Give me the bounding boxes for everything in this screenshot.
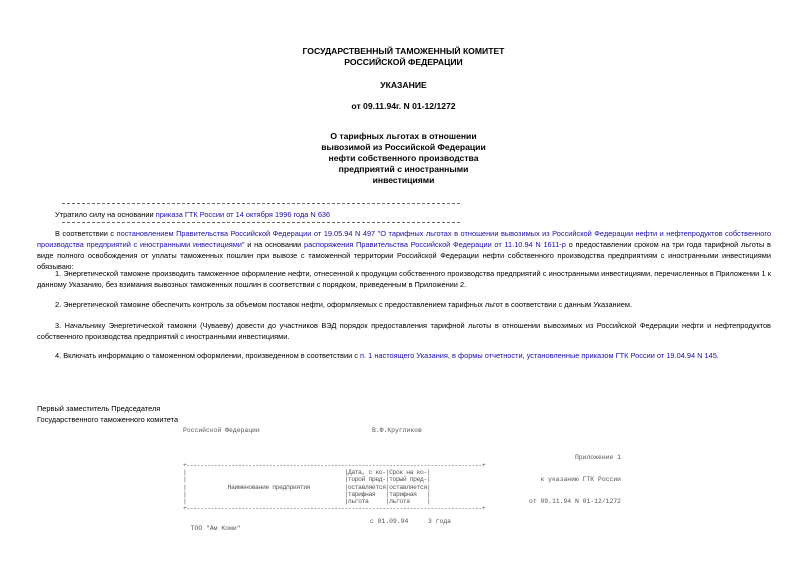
status-note [55, 209, 655, 220]
document-title [0, 131, 807, 186]
appendix-table-header: +--------------------------------------------------------------------------------------+ | |Дата, с ко-|Срок на ко-| | |торой пред-|торый пред-| | Наименование предприятия |оставляется|оставляется| | |тарифная |тарифная | | |льгота |льгота | +--------------------------------------------------------------------------------------+ [183, 462, 486, 513]
preamble-text: о предоставлении сроком на три года тарифной льготы в виде полного освобождения от уплаты таможенных пошлин при вывозе с таможенной территории Российской Федерации нефти собственного производства предприятиям с иностранными инвестициями обязываю: [37, 240, 771, 271]
title-line: инвестициями [372, 175, 435, 185]
repeal-order-link[interactable]: приказа ГТК России от 14 октября 1996 года N 636 [155, 210, 331, 219]
preamble-text: и на основании [244, 240, 304, 249]
resolution-link[interactable]: постановлением Правительства Российской Федерации от 19.05.94 N 497 "О тарифных льготах в отношении вывозимых из Российской Федерации нефти и нефтепродуктов собственного производства предприятий с иностранными инвестициями" [37, 229, 771, 249]
table-row [183, 518, 241, 532]
reporting-forms-link[interactable]: п. 1 настоящего Указания, в формы отчетности, установленные приказом ГТК России от 19.04.94 N 145 [360, 351, 717, 360]
signatory-name: В.Ф.Кругликов [372, 427, 422, 434]
appendix-ref-line: от 09.11.94 N 01-12/1272 [528, 497, 621, 505]
title-line: вывозимой из Российской Федерации [321, 142, 486, 152]
item-4-end: . [716, 351, 719, 360]
divider-top [62, 203, 460, 204]
row-company-name: ТОО "Ам Коми" [190, 525, 241, 533]
appendix-ref-line: Приложение 1 [574, 454, 621, 462]
item-1-paragraph: 1. Энергетической таможне производить таможенное оформление нефти, отнесенной к продукции собственного производства предприятий с иностранными инвестициями, перечисленных в Приложении 1 к данному Указанию, без взимания вывозных таможенных пошлин в соответствии с порядком, приведенным в Приложении 2. [37, 269, 771, 289]
title-line: нефти собственного производства [328, 153, 479, 163]
appendix-ref-line: к указанию ГТК России [540, 476, 621, 484]
document-type: УКАЗАНИЕ [380, 80, 427, 90]
row-term: 3 года [428, 518, 452, 525]
divider-bottom [62, 222, 460, 223]
status-prefix: Утратило силу на основании [55, 210, 156, 219]
signature-title-1: Первый заместитель Председателя [37, 404, 161, 413]
item-3-paragraph: 3. Начальнику Энергетической таможни (Чуваеву) довести до участников ВЭД порядок предоставления тарифной льготы в отношении вывозимых из Российской Федерации нефти и нефтепродуктов собственного производства предприятий с иностранными инвестициями. [37, 321, 771, 341]
item-2-paragraph: 2. Энергетической таможне обеспечить контроль за объемом поставок нефти, оформляемых с предоставлением тарифных льгот в соответствии с данным Указанием. [55, 300, 633, 309]
item-4-paragraph [37, 350, 771, 361]
preamble-paragraph [37, 228, 771, 272]
signature-title-2: Государственного таможенного комитета [37, 415, 179, 424]
title-line: предприятий с иностранными [338, 164, 469, 174]
document-date: от 09.11.94г. N 01-12/1272 [351, 101, 456, 111]
order-link[interactable]: распоряжения Правительства Российской Федерации от 11.10.94 N 1611-р [304, 240, 566, 249]
row-start-date: с 01.09.94 [370, 518, 409, 525]
signature-title-3: Российской Федерации [183, 427, 260, 434]
item-4-text: 4. Включать информацию о таможенном оформлении, произведенном в соответствии с [55, 351, 361, 360]
title-line: О тарифных льготах в отношении [330, 131, 477, 141]
preamble-text: В соответствии с [55, 229, 117, 238]
org-name-line2: РОССИЙСКОЙ ФЕДЕРАЦИИ [344, 57, 463, 67]
appendix-reference [529, 440, 621, 512]
org-name-line1: ГОСУДАРСТВЕННЫЙ ТАМОЖЕННЫЙ КОМИТЕТ [302, 46, 505, 56]
